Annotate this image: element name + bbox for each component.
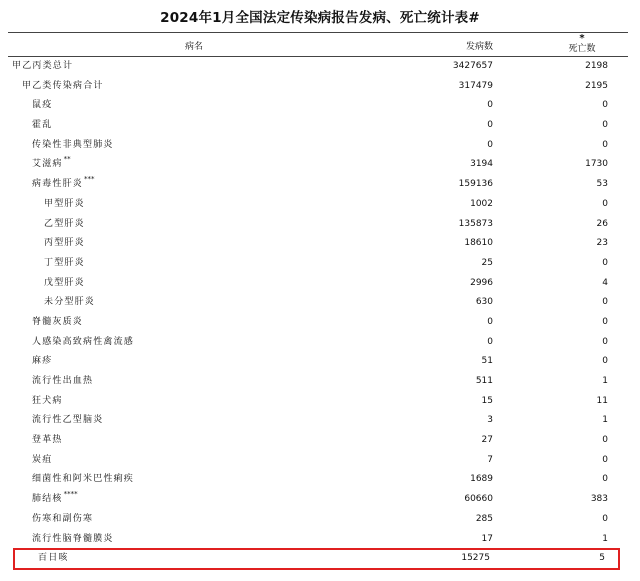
cases-cell: 27 <box>481 435 493 446</box>
disease-name-cell <box>44 293 95 313</box>
deaths-cell: 11 <box>596 395 608 406</box>
disease-name-cell <box>32 155 71 175</box>
deaths-cell: 1 <box>602 415 608 426</box>
table-row <box>8 293 628 313</box>
disease-name-cell <box>44 254 85 274</box>
cases-cell: 17 <box>481 533 493 544</box>
table-row <box>8 274 628 294</box>
deaths-cell: 2195 <box>585 80 608 91</box>
deaths-cell: 0 <box>602 316 608 327</box>
disease-name: 流行性出血热 <box>32 376 94 386</box>
cases-cell: 0 <box>487 316 493 327</box>
statistics-table <box>8 32 628 569</box>
deaths-cell: 2198 <box>585 61 608 71</box>
deaths-cell: 1 <box>602 376 608 386</box>
header-deaths-label: 死亡数 <box>568 44 596 54</box>
page-title: 2024年1月全国法定传染病报告发病、死亡统计表# <box>160 10 480 26</box>
cases-cell: 18610 <box>464 238 493 249</box>
disease-name: 百日咳 <box>38 553 69 564</box>
disease-name: 甲乙丙类总计 <box>12 61 74 71</box>
disease-name-cell <box>22 77 104 97</box>
header-deaths-mark: * <box>579 33 585 44</box>
table-row <box>8 57 628 77</box>
disease-name: 炭疽 <box>32 454 53 465</box>
disease-name-cell <box>32 333 134 353</box>
table-row <box>8 136 628 156</box>
disease-name: 戊型肝炎 <box>44 277 85 288</box>
deaths-cell: 0 <box>602 356 608 367</box>
disease-name: 乙型肝炎 <box>44 218 85 229</box>
cases-cell: 317479 <box>458 80 493 91</box>
disease-name: 未分型肝炎 <box>44 297 96 308</box>
disease-name: 流行性乙型脑炎 <box>32 415 104 426</box>
cases-cell: 0 <box>487 120 493 131</box>
deaths-cell: 0 <box>602 120 608 131</box>
disease-name-cell <box>32 510 93 530</box>
disease-name-cell <box>32 392 63 412</box>
cases-cell: 285 <box>475 513 493 524</box>
disease-name-cell <box>32 96 52 116</box>
disease-name-cell <box>32 490 78 510</box>
cases-cell: 7 <box>487 454 493 465</box>
disease-name-cell <box>44 195 85 215</box>
cases-cell: 51 <box>481 356 493 367</box>
disease-name: 丙型肝炎 <box>44 238 85 249</box>
cases-cell: 0 <box>487 139 493 150</box>
table-row <box>8 77 628 97</box>
disease-name: 伤寒和副伤寒 <box>32 513 94 524</box>
deaths-cell: 0 <box>602 336 608 347</box>
table-body <box>8 57 628 569</box>
table-row <box>8 392 628 412</box>
deaths-cell: 0 <box>602 474 608 485</box>
footnote-mark: *** <box>84 175 95 184</box>
table-row <box>8 313 628 333</box>
disease-name-cell <box>32 136 114 156</box>
disease-name: 传染性非典型肺炎 <box>32 139 114 150</box>
disease-name-cell <box>44 234 85 254</box>
table-row <box>8 431 628 451</box>
deaths-cell: 1 <box>602 533 608 544</box>
cases-cell: 0 <box>487 100 493 111</box>
disease-name-cell <box>44 274 85 294</box>
cases-cell: 630 <box>475 297 493 308</box>
deaths-cell: 4 <box>602 277 608 288</box>
disease-name: 病毒性肝炎 <box>32 179 84 190</box>
disease-name: 艾滋病 <box>32 159 63 170</box>
cases-cell: 15275 <box>461 553 490 564</box>
table-row <box>8 116 628 136</box>
disease-name: 甲型肝炎 <box>44 198 85 209</box>
disease-name: 甲乙类传染病合计 <box>22 80 104 91</box>
deaths-cell: 1730 <box>585 159 608 170</box>
table-row-highlighted <box>14 549 619 569</box>
table-row <box>8 96 628 116</box>
cases-cell: 25 <box>481 257 493 268</box>
deaths-cell: 0 <box>602 454 608 465</box>
table-row <box>8 254 628 274</box>
disease-name-cell <box>32 411 103 431</box>
cases-cell: 2996 <box>470 277 493 288</box>
table-row <box>8 195 628 215</box>
disease-name: 流行性脑脊髓膜炎 <box>32 533 114 544</box>
disease-name: 狂犬病 <box>32 395 63 406</box>
deaths-cell: 0 <box>602 257 608 268</box>
deaths-cell: 0 <box>602 100 608 111</box>
table-row <box>8 372 628 392</box>
disease-name: 脊髓灰质炎 <box>32 316 84 327</box>
table-row <box>8 510 628 530</box>
disease-name-cell <box>32 372 93 392</box>
disease-name-cell <box>44 215 85 235</box>
footnote-mark: **** <box>63 490 78 499</box>
disease-name-cell <box>32 313 83 333</box>
deaths-cell: 383 <box>590 494 608 505</box>
disease-name-cell <box>32 470 134 490</box>
deaths-cell: 0 <box>602 139 608 150</box>
cases-cell: 0 <box>487 336 493 347</box>
disease-name: 麻疹 <box>32 356 53 367</box>
disease-name: 鼠疫 <box>32 100 53 111</box>
deaths-cell: 0 <box>602 198 608 209</box>
table-row <box>8 215 628 235</box>
deaths-cell: 0 <box>602 297 608 308</box>
cases-cell: 60660 <box>464 494 493 505</box>
cases-cell: 135873 <box>458 218 493 229</box>
disease-name: 肺结核 <box>32 494 63 505</box>
header-deaths <box>552 34 612 54</box>
deaths-cell: 23 <box>596 238 608 249</box>
table-row <box>8 451 628 471</box>
cases-cell: 1002 <box>470 198 493 209</box>
cases-cell: 511 <box>475 376 493 386</box>
cases-cell: 1689 <box>470 474 493 485</box>
deaths-cell: 26 <box>596 218 608 229</box>
table-row <box>8 234 628 254</box>
disease-name: 人感染高致病性禽流感 <box>32 336 135 347</box>
deaths-cell: 0 <box>602 513 608 524</box>
table-row <box>8 352 628 372</box>
deaths-cell: 0 <box>602 435 608 446</box>
table-row <box>8 155 628 175</box>
disease-name: 细菌性和阿米巴性痢疾 <box>32 474 135 485</box>
table-row <box>8 333 628 353</box>
disease-name: 霍乱 <box>32 120 53 131</box>
deaths-cell: 5 <box>599 553 605 564</box>
disease-name-cell <box>12 57 73 77</box>
disease-name-cell <box>32 530 114 550</box>
disease-name-cell <box>32 116 52 136</box>
disease-name-cell <box>38 549 69 569</box>
cases-cell: 3427657 <box>452 61 493 71</box>
cases-cell: 159136 <box>458 179 493 190</box>
header-name: 病名 <box>184 42 203 52</box>
deaths-cell: 53 <box>596 179 608 190</box>
cases-cell: 15 <box>481 395 493 406</box>
table-row <box>8 411 628 431</box>
footnote-mark: ** <box>63 155 71 164</box>
header-cases: 发病数 <box>465 42 493 52</box>
table-row <box>8 490 628 510</box>
disease-name: 丁型肝炎 <box>44 257 85 268</box>
table-row <box>8 530 628 550</box>
table-header <box>8 33 628 56</box>
disease-name-cell <box>32 451 52 471</box>
disease-name-cell <box>32 175 95 195</box>
table-row <box>8 175 628 195</box>
disease-name-cell <box>32 431 63 451</box>
cases-cell: 3 <box>487 415 493 426</box>
table-row <box>8 470 628 490</box>
cases-cell: 3194 <box>470 159 493 170</box>
disease-name: 登革热 <box>32 435 63 446</box>
disease-name-cell <box>32 352 52 372</box>
